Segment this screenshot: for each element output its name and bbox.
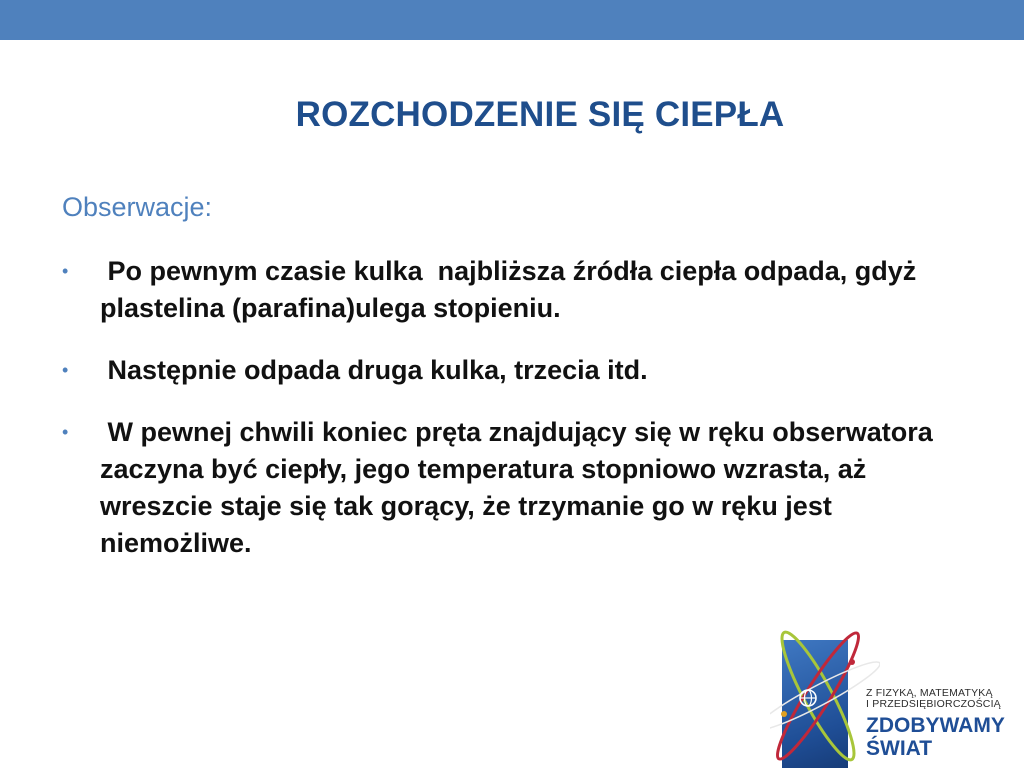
bullet-dot: • (62, 261, 69, 281)
globe-icon (800, 690, 816, 706)
bullet-dot: • (62, 422, 69, 442)
bullet-text: W pewnej chwili koniec pręta znajdujący się w ręku obserwatora zaczyna być ciepły, jego temperatura stopniowo wzrasta, aż wreszcie staje się tak gorący, że trzymanie go w ręku jest niemożliwe. (100, 417, 941, 558)
bullet-item (62, 253, 972, 327)
bullet-dot: • (62, 360, 69, 380)
atom-orbits-icon (770, 622, 880, 768)
bullet-item (62, 352, 972, 389)
logo-tagline-line-2: I PRZEDSIĘBIORCZOŚCIĄ (866, 698, 1001, 710)
logo-tagline-line-1: Z FIZYKĄ, MATEMATYKĄ (866, 687, 993, 699)
section-heading: Obserwacje: (62, 192, 213, 222)
slide-title: ROZCHODZENIE SIĘ CIEPŁA (295, 95, 785, 134)
logo-title-line-1: ZDOBYWAMY (866, 714, 1005, 737)
bullet-item (62, 414, 972, 562)
bullet-list (62, 253, 972, 587)
bullet-text: Po pewnym czasie kulka najbliższa źródła ciepła odpada, gdyż plastelina (parafina)ulega stopieniu. (100, 256, 924, 323)
top-decorative-band (0, 0, 1024, 40)
bullet-text: Następnie odpada druga kulka, trzecia itd. (100, 355, 648, 385)
project-logo (770, 622, 1024, 768)
logo-title-line-2: ŚWIAT (866, 737, 933, 760)
